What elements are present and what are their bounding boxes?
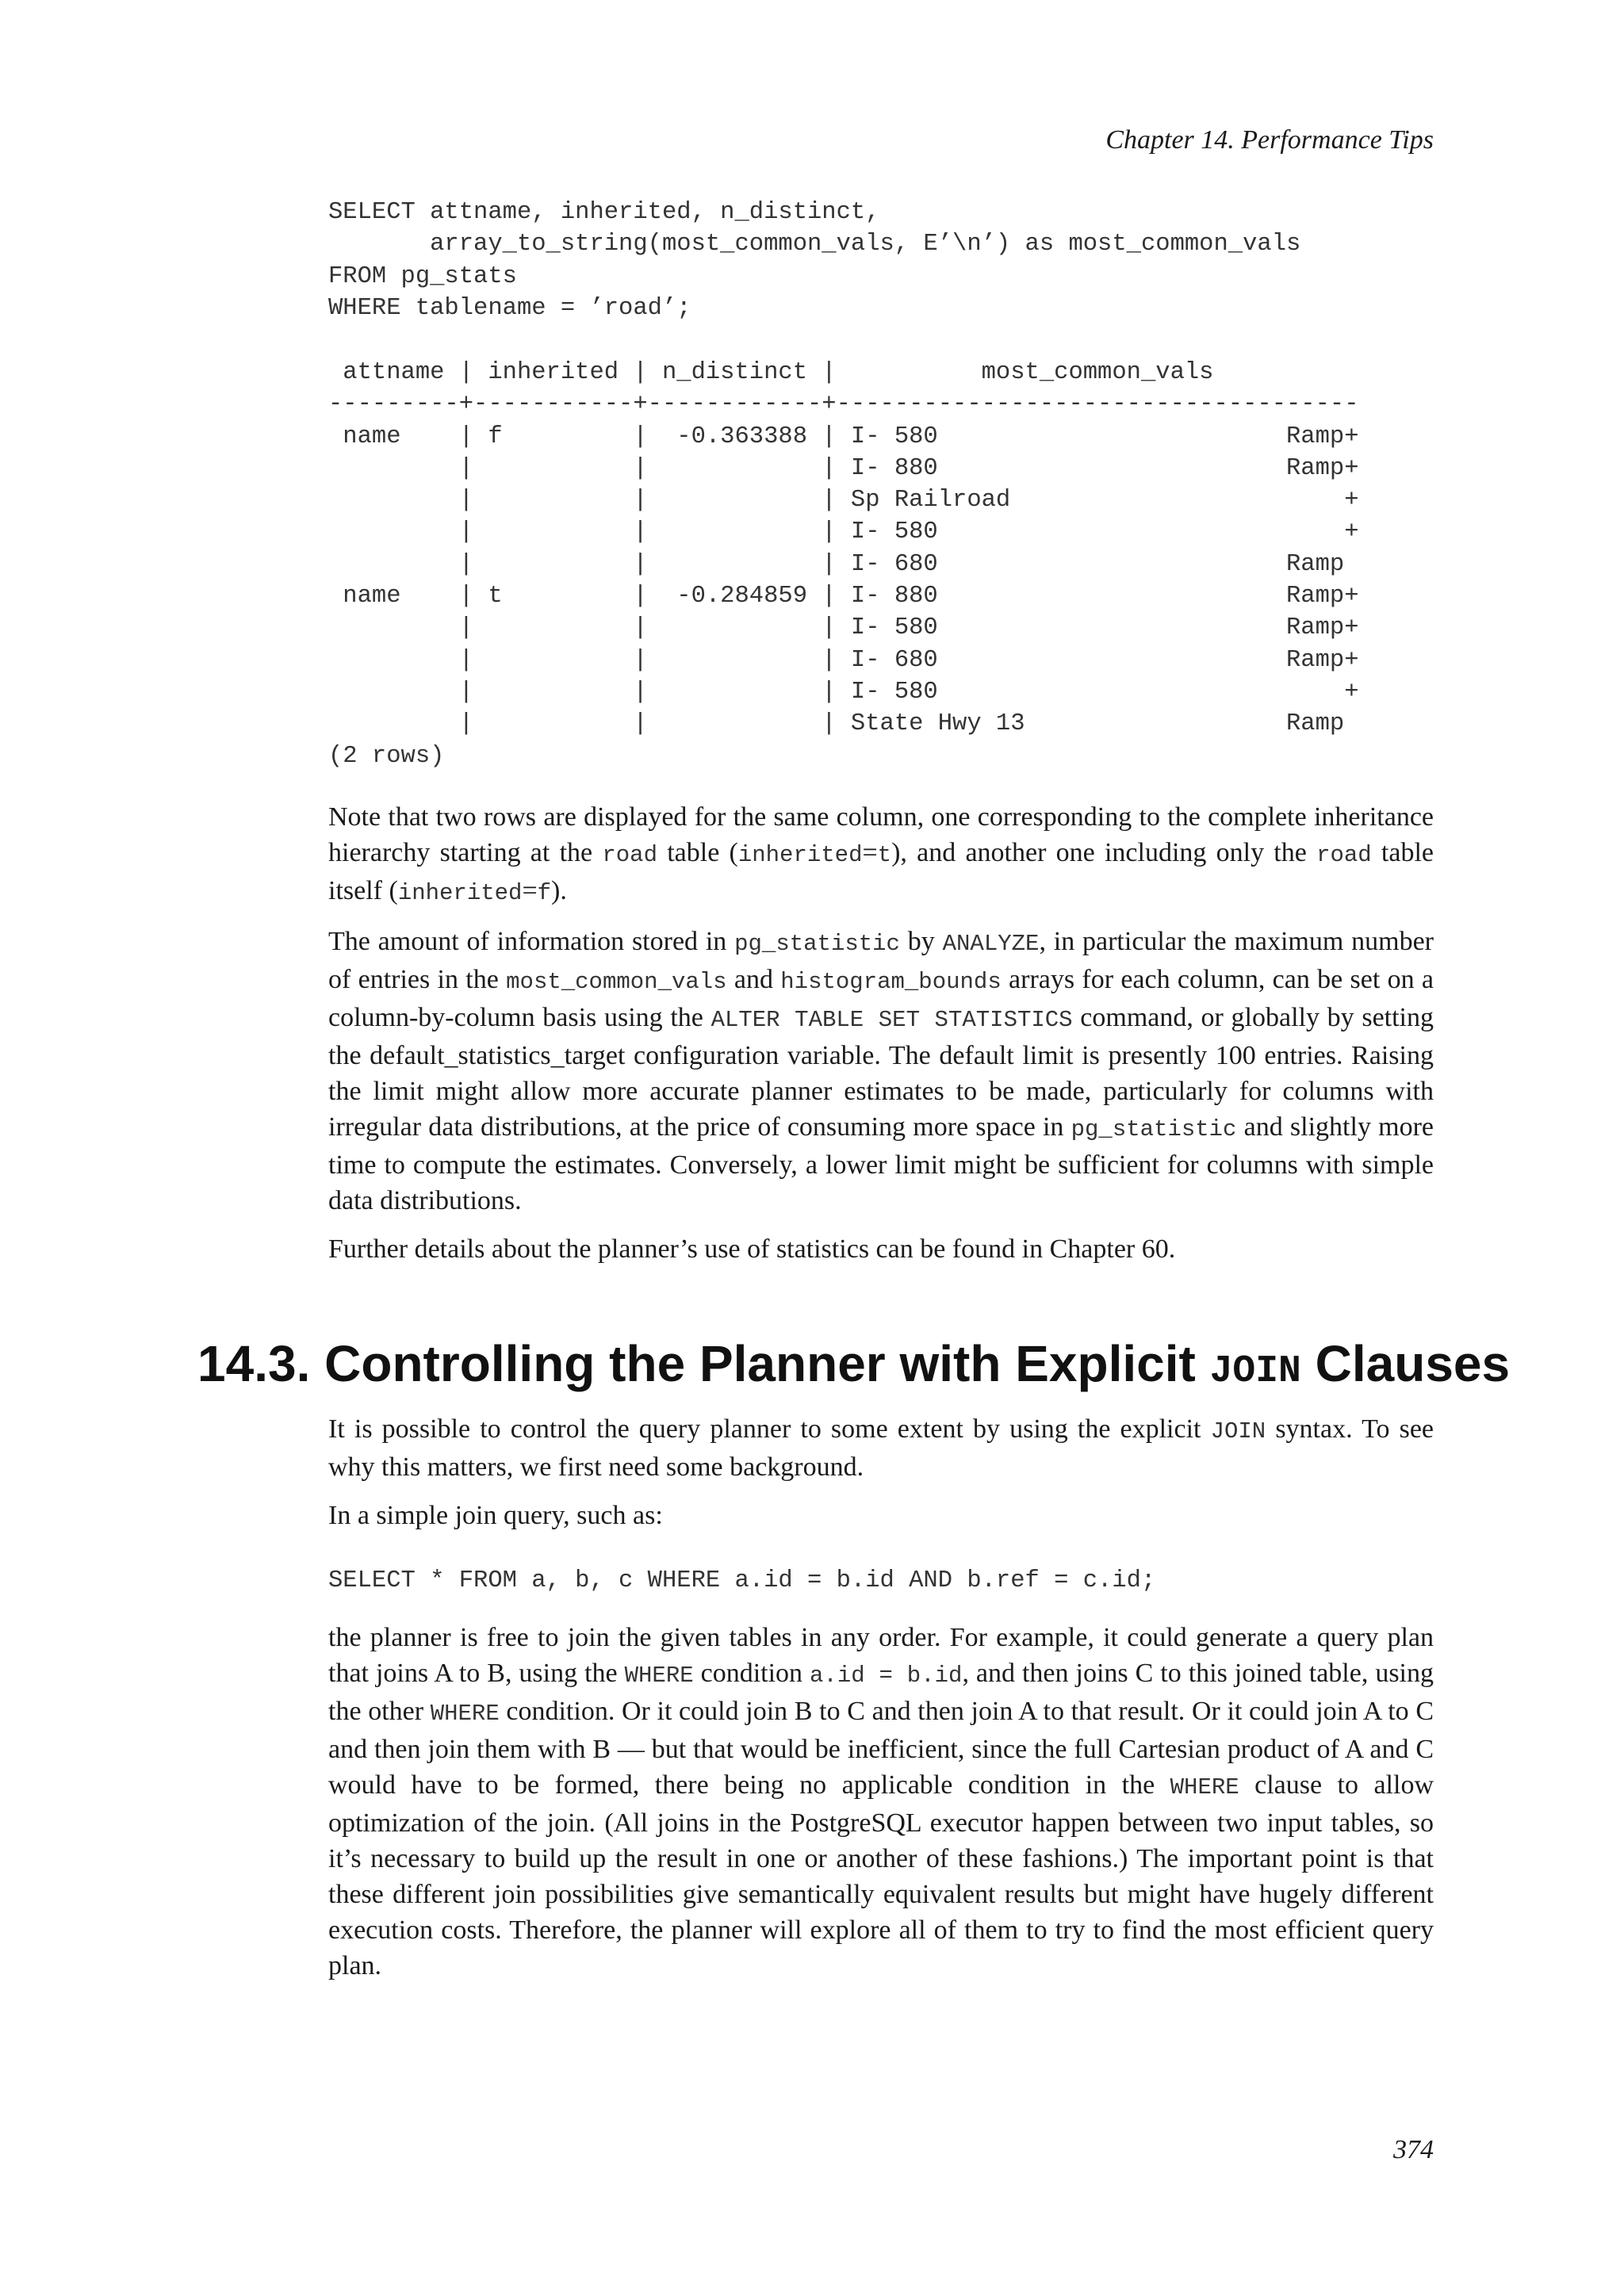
- section-intro: [328, 1411, 1434, 1546]
- inline-code: a.id = b.id: [810, 1663, 963, 1689]
- output-row-count: (2 rows): [328, 742, 445, 770]
- text-run: table (: [657, 838, 738, 867]
- text-run: Note that two rows are displayed for the same column, one corresponding to the complete inheritance hierarchy starting at the: [328, 802, 1434, 867]
- inline-code: WHERE: [1170, 1774, 1239, 1800]
- code-line: SELECT * FROM a, b, c WHERE a.id = b.id AND b.ref = c.id;: [328, 1567, 1156, 1594]
- join-query-code-block: [328, 1565, 1155, 1597]
- text-run: and: [726, 965, 781, 994]
- inline-code: pg_statistic: [1071, 1116, 1237, 1142]
- inline-code: t: [877, 842, 892, 868]
- output-row: | | | I- 580 +: [328, 519, 1359, 546]
- paragraph-inheritance-note: [328, 799, 1434, 911]
- text-run: The amount of information stored in: [328, 927, 735, 956]
- heading-code-word: JOIN: [1209, 1350, 1301, 1393]
- section-heading: [197, 1332, 1511, 1403]
- text-run: command, or globally by setting the default_statistics_target configuration variable. The default limit is presently 100 entries. Raising the limit might allow more accurate planner estimates to be made, particularly for columns with irregular data distributions, at the price of consuming more space in: [328, 1003, 1434, 1142]
- inline-code: JOIN: [1210, 1418, 1266, 1445]
- paragraph-further-details: [328, 1231, 1434, 1267]
- inline-code: f: [537, 880, 552, 906]
- output-row: | | | State Hwy 13 Ramp: [328, 710, 1345, 738]
- text-run: the planner is free to join the given tables in any order. For example, it could generate a query plan that joins A to B, using the: [328, 1623, 1434, 1688]
- text-run: , in particular the maximum number of entries in the: [328, 927, 1434, 994]
- text-run: syntax. To see why this matters, we first need some background.: [328, 1414, 1434, 1482]
- output-row: | | | I- 680 Ramp: [328, 550, 1345, 578]
- text-run: It is possible to control the query planner to some extent by using the explicit: [328, 1414, 1211, 1444]
- code-line: array_to_string(most_common_vals, E’\n’) as most_common_vals: [328, 231, 1301, 258]
- inline-code: road: [602, 842, 657, 868]
- paragraph-statistics-target: [328, 924, 1434, 1219]
- join-explanation: [328, 1620, 1434, 1996]
- heading-text: Clauses: [1300, 1335, 1511, 1392]
- code-line: WHERE tablename = ’road’;: [328, 294, 691, 322]
- output-row: | | | I- 880 Ramp+: [328, 454, 1359, 482]
- page-number: 374: [1393, 2135, 1434, 2164]
- paragraph-simple-join: [328, 1498, 1434, 1533]
- text-run: In a simple join query, such as:: [328, 1501, 663, 1530]
- text-run: condition. Or it could join B to C and then join A to that result. Or it could join A to C and then join them with B — but that would be inefficient, since the full Cartesian product of A and C would have to be formed, there being no applicable condition in the: [328, 1697, 1434, 1800]
- inline-code: most_common_vals: [506, 969, 727, 995]
- text-run: and slightly more time to compute the estimates. Conversely, a lower limit might be sufficient for columns with simple data distributions.: [328, 1112, 1434, 1215]
- output-separator-line: ---------+-----------+------------+------------------------------------: [328, 391, 1359, 419]
- text-run: arrays for each column, can be set on a column-by-column basis using the: [328, 965, 1434, 1032]
- code-line: SELECT attname, inherited, n_distinct,: [328, 199, 880, 226]
- inline-code: inherited: [397, 880, 523, 906]
- text-run: =: [862, 838, 878, 867]
- inline-code: histogram_bounds: [780, 969, 1002, 995]
- heading-text: 14.3. Controlling the Planner with Explicit: [197, 1335, 1210, 1392]
- text-run: =: [522, 876, 538, 905]
- text-run: ), and another one including only the: [891, 838, 1317, 867]
- code-line: FROM pg_stats: [328, 262, 517, 290]
- statistics-notes: [328, 799, 1434, 1280]
- text-run: condition: [693, 1659, 810, 1688]
- output-row: | | | I- 580 +: [328, 678, 1359, 706]
- text-run: by: [899, 927, 943, 956]
- query-output-block: [328, 357, 1359, 772]
- text-run: , and then joins C to this joined table, using the other: [328, 1659, 1434, 1726]
- text-run: table itself (: [328, 838, 1434, 905]
- text-run: Further details about the planner’s use of statistics can be found in Chapter 60.: [328, 1234, 1176, 1264]
- running-header: Chapter 14. Performance Tips: [1105, 125, 1434, 155]
- inline-code: ALTER TABLE SET STATISTICS: [710, 1007, 1073, 1033]
- output-row: | | | I- 680 Ramp+: [328, 646, 1359, 674]
- inline-code: ANALYZE: [942, 931, 1040, 957]
- output-row: name | t | -0.284859 | I- 880 Ramp+: [328, 583, 1359, 610]
- paragraph-join-order: [328, 1620, 1434, 1984]
- output-row: | | | I- 580 Ramp+: [328, 614, 1359, 642]
- paragraph-join-intro: [328, 1411, 1434, 1485]
- output-row: | | | Sp Railroad +: [328, 487, 1359, 515]
- inline-code: inherited: [737, 842, 863, 868]
- inline-code: WHERE: [430, 1701, 500, 1727]
- text-run: ).: [551, 876, 567, 905]
- inline-code: WHERE: [624, 1663, 694, 1689]
- output-header-line: attname | inherited | n_distinct | most_common_vals: [328, 359, 1214, 386]
- sql-query-code-block: [328, 197, 1300, 324]
- inline-code: road: [1316, 842, 1372, 868]
- text-run: clause to allow optimization of the join. (All joins in the PostgreSQL executor happen between two input tables, so it’s necessary to build up the result in one or another of these fashions.) The important point is that these different join possibilities give semantically equivalent results but might have hugely different execution costs. Therefore, the planner will explore all of them to try to find the most efficient query plan.: [328, 1770, 1434, 1980]
- inline-code: pg_statistic: [734, 931, 900, 957]
- output-row: name | f | -0.363388 | I- 580 Ramp+: [328, 423, 1359, 450]
